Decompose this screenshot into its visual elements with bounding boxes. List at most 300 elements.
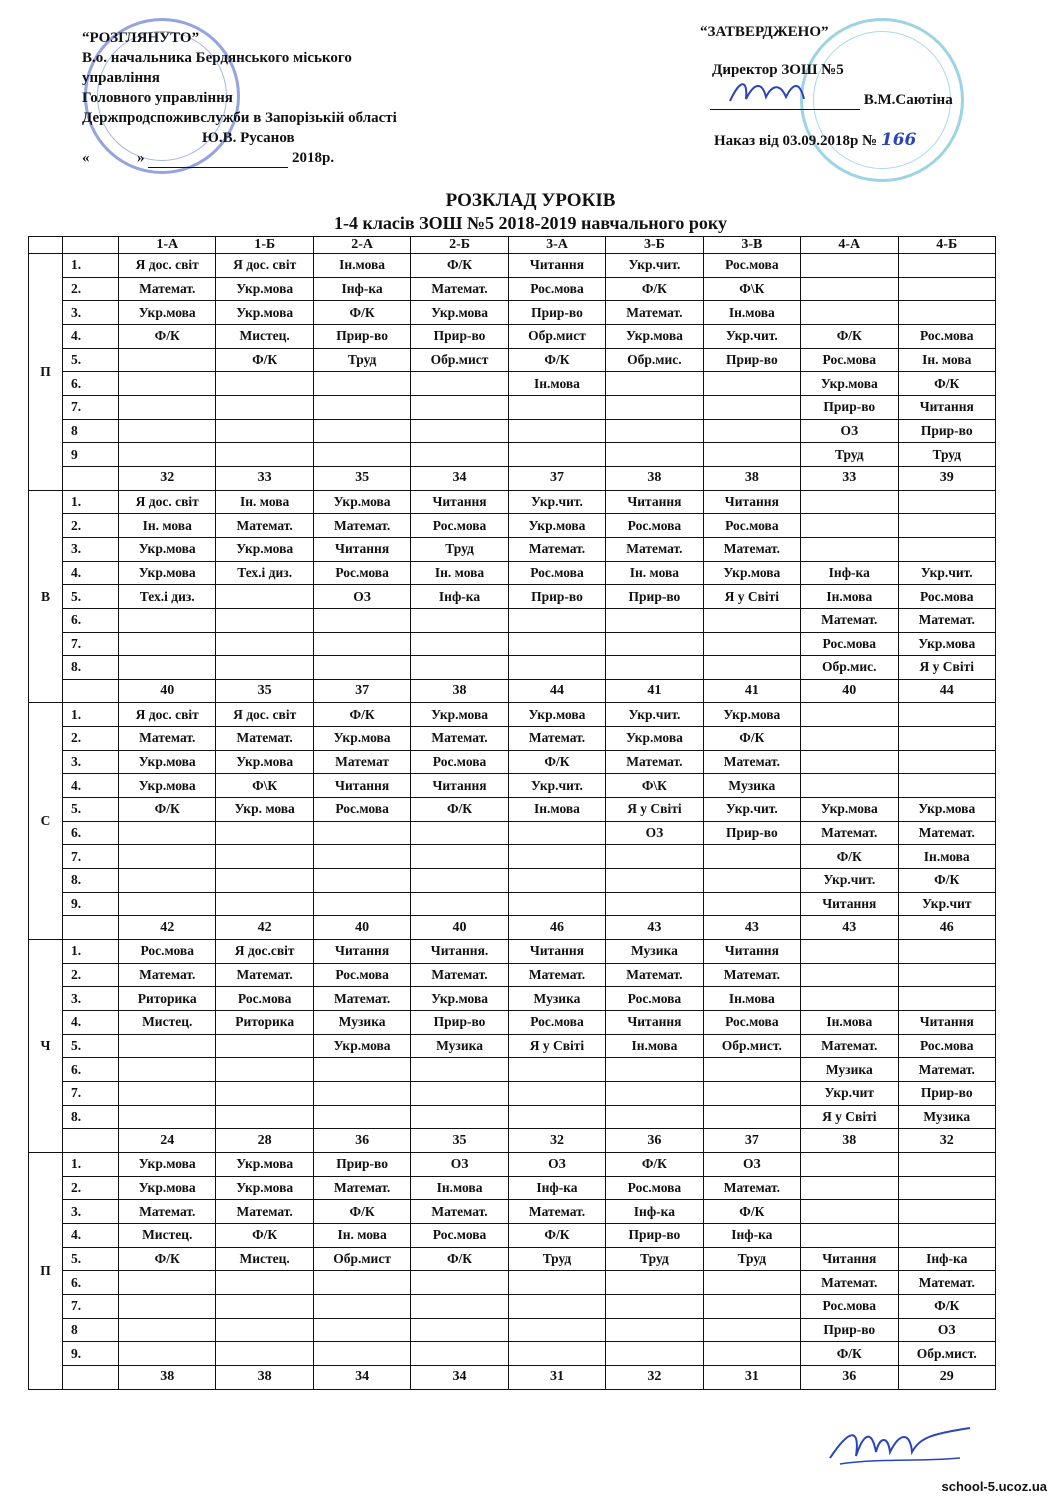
- class-header: 2-А: [313, 237, 410, 254]
- lesson-row: [29, 1318, 996, 1342]
- lesson-cell: [898, 514, 996, 538]
- lesson-cell: Обр.мист.: [898, 1342, 996, 1366]
- lesson-number: 2.: [63, 963, 119, 987]
- lesson-cell: Математ.: [313, 987, 410, 1011]
- lesson-cell: [703, 372, 800, 396]
- lesson-cell: Ф/К: [606, 1152, 703, 1176]
- lesson-cell: [508, 1081, 605, 1105]
- lesson-cell: [216, 1342, 313, 1366]
- lesson-cell: Труд: [313, 348, 410, 372]
- lesson-cell: Обр.мист.: [703, 1034, 800, 1058]
- totals-row: [29, 1129, 996, 1153]
- lesson-cell: Ф/К: [313, 301, 410, 325]
- lesson-cell: Я у Світі: [606, 798, 703, 822]
- lesson-cell: Рос.мова: [898, 324, 996, 348]
- lesson-cell: Ф/К: [411, 798, 508, 822]
- lesson-row: [29, 561, 996, 585]
- totals-row: [29, 1365, 996, 1389]
- lesson-number: 3.: [63, 1200, 119, 1224]
- totals-spacer: [63, 466, 119, 490]
- lesson-cell: Обр.мис.: [801, 656, 898, 680]
- lesson-cell: [216, 1294, 313, 1318]
- lesson-number: 5.: [63, 1034, 119, 1058]
- lesson-cell: Укр.мова: [216, 750, 313, 774]
- lesson-cell: Риторика: [119, 987, 216, 1011]
- lesson-number: 2.: [63, 727, 119, 751]
- lesson-row: [29, 798, 996, 822]
- lesson-cell: [119, 395, 216, 419]
- totals-row: [29, 466, 996, 490]
- lesson-cell: Математ.: [508, 963, 605, 987]
- lesson-cell: Обр.мист: [411, 348, 508, 372]
- lesson-cell: Прир-во: [313, 324, 410, 348]
- lesson-cell: Математ.: [119, 963, 216, 987]
- lesson-cell: Укр.мова: [119, 301, 216, 325]
- lesson-cell: [703, 419, 800, 443]
- lesson-cell: Укр.мова: [801, 798, 898, 822]
- totals-spacer: [63, 679, 119, 703]
- lesson-cell: Інф-ка: [898, 1247, 996, 1271]
- lesson-cell: [898, 963, 996, 987]
- lesson-cell: Укр.мова: [411, 987, 508, 1011]
- lesson-cell: Математ.: [801, 608, 898, 632]
- lesson-cell: Читання: [898, 1011, 996, 1035]
- total-hours: 37: [508, 466, 605, 490]
- lesson-cell: [703, 1342, 800, 1366]
- total-hours: 40: [313, 916, 410, 940]
- lesson-row: [29, 1247, 996, 1271]
- lesson-cell: Ін.мова: [411, 1176, 508, 1200]
- lesson-cell: Математ.: [606, 963, 703, 987]
- lesson-number: 1.: [63, 703, 119, 727]
- lesson-number: 6.: [63, 821, 119, 845]
- lesson-cell: Ін.мова: [801, 585, 898, 609]
- header-approved: [700, 22, 1030, 151]
- lesson-cell: [508, 869, 605, 893]
- lesson-cell: [508, 608, 605, 632]
- lesson-cell: [313, 1081, 410, 1105]
- lesson-cell: [411, 1058, 508, 1082]
- lesson-cell: [411, 608, 508, 632]
- lesson-number: 3.: [63, 750, 119, 774]
- totals-row: [29, 679, 996, 703]
- lesson-cell: Укр.мова: [119, 537, 216, 561]
- lesson-cell: Рос.мова: [313, 963, 410, 987]
- lesson-cell: Укр.чит.: [508, 490, 605, 514]
- lesson-cell: Ф/К: [801, 1342, 898, 1366]
- lesson-cell: Математ.: [119, 1200, 216, 1224]
- lesson-cell: Укр.чит.: [606, 254, 703, 278]
- lesson-cell: Музика: [508, 987, 605, 1011]
- lesson-cell: Математ.: [898, 1271, 996, 1295]
- lesson-cell: Тех.і диз.: [216, 561, 313, 585]
- lesson-cell: Рос.мова: [606, 514, 703, 538]
- reviewed-line-1: В.о. начальника Бердянського міського: [82, 50, 352, 66]
- total-hours: 46: [508, 916, 605, 940]
- lesson-cell: [703, 1294, 800, 1318]
- lesson-cell: Інф-ка: [411, 585, 508, 609]
- lesson-number: 8.: [63, 656, 119, 680]
- lesson-cell: [216, 372, 313, 396]
- lesson-row: [29, 301, 996, 325]
- lesson-cell: [411, 821, 508, 845]
- lesson-cell: [313, 632, 410, 656]
- lesson-cell: [898, 254, 996, 278]
- lesson-cell: [216, 443, 313, 467]
- lesson-cell: Музика: [801, 1058, 898, 1082]
- director-signature: [710, 95, 860, 110]
- lesson-cell: [411, 395, 508, 419]
- lesson-cell: Читання: [606, 1011, 703, 1035]
- lesson-cell: [119, 372, 216, 396]
- lesson-cell: [313, 395, 410, 419]
- lesson-cell: [119, 869, 216, 893]
- lesson-cell: [606, 443, 703, 467]
- lesson-cell: Математ.: [898, 821, 996, 845]
- lesson-cell: [703, 845, 800, 869]
- total-hours: 32: [898, 1129, 996, 1153]
- lesson-cell: Математ.: [411, 1200, 508, 1224]
- lesson-cell: [606, 1342, 703, 1366]
- lesson-cell: Я у Світі: [801, 1105, 898, 1129]
- lesson-cell: Рос.мова: [703, 1011, 800, 1035]
- lesson-cell: Ф/К: [411, 254, 508, 278]
- lesson-cell: [508, 656, 605, 680]
- lesson-cell: Математ.: [703, 963, 800, 987]
- lesson-cell: ОЗ: [801, 419, 898, 443]
- lesson-row: [29, 254, 996, 278]
- day-label: П: [29, 1152, 63, 1389]
- lesson-cell: Мистец.: [119, 1011, 216, 1035]
- lesson-cell: Інф-ка: [606, 1200, 703, 1224]
- lesson-cell: Прир-во: [508, 301, 605, 325]
- lesson-cell: [801, 277, 898, 301]
- total-hours: 46: [898, 916, 996, 940]
- lesson-cell: Читання: [703, 490, 800, 514]
- day-label: В: [29, 490, 63, 703]
- lesson-cell: Музика: [898, 1105, 996, 1129]
- lesson-cell: [508, 892, 605, 916]
- lesson-cell: Прир-во: [703, 348, 800, 372]
- total-hours: 35: [411, 1129, 508, 1153]
- lesson-number: 9.: [63, 1342, 119, 1366]
- lesson-cell: [606, 1294, 703, 1318]
- reviewed-signer: Ю.В. Русанов: [202, 130, 295, 146]
- lesson-cell: Укр.мова: [313, 490, 410, 514]
- lesson-row: [29, 987, 996, 1011]
- lesson-cell: Математ.: [703, 537, 800, 561]
- lesson-row: [29, 892, 996, 916]
- lesson-cell: [119, 443, 216, 467]
- lesson-row: [29, 963, 996, 987]
- lesson-cell: [801, 1223, 898, 1247]
- total-hours: 40: [119, 679, 216, 703]
- lesson-cell: Укр.мова: [313, 1034, 410, 1058]
- lesson-cell: [703, 632, 800, 656]
- lesson-cell: [898, 940, 996, 964]
- lesson-cell: [313, 608, 410, 632]
- total-hours: 33: [216, 466, 313, 490]
- lesson-cell: Ф/К: [898, 869, 996, 893]
- lesson-cell: [801, 254, 898, 278]
- lesson-cell: Тех.і диз.: [119, 585, 216, 609]
- lesson-cell: Рос.мова: [411, 750, 508, 774]
- totals-spacer: [63, 916, 119, 940]
- lesson-cell: [606, 1318, 703, 1342]
- lesson-cell: [898, 750, 996, 774]
- lesson-row: [29, 277, 996, 301]
- lesson-cell: [508, 1342, 605, 1366]
- lesson-cell: Ф/К: [703, 727, 800, 751]
- lesson-cell: [801, 703, 898, 727]
- total-hours: 37: [703, 1129, 800, 1153]
- lesson-cell: Читання.: [411, 940, 508, 964]
- lesson-cell: Математ.: [411, 963, 508, 987]
- lesson-cell: Укр.мова: [703, 703, 800, 727]
- lesson-cell: Обр.мист: [313, 1247, 410, 1271]
- lesson-row: [29, 395, 996, 419]
- lesson-cell: Ф/К: [801, 845, 898, 869]
- lesson-cell: Ін.мова: [508, 798, 605, 822]
- lesson-cell: [313, 869, 410, 893]
- lesson-cell: Рос.мова: [411, 1223, 508, 1247]
- lesson-cell: Читання: [313, 537, 410, 561]
- lesson-cell: Укр.чит.: [703, 798, 800, 822]
- lesson-cell: Читання: [508, 254, 605, 278]
- lesson-cell: [313, 372, 410, 396]
- total-hours: 36: [801, 1365, 898, 1389]
- lesson-cell: [119, 892, 216, 916]
- lesson-number: 1.: [63, 1152, 119, 1176]
- lesson-cell: [119, 348, 216, 372]
- lesson-cell: [216, 1058, 313, 1082]
- lesson-cell: Укр. мова: [216, 798, 313, 822]
- lesson-row: [29, 703, 996, 727]
- lesson-cell: [801, 1200, 898, 1224]
- lesson-row: [29, 821, 996, 845]
- lesson-cell: [119, 656, 216, 680]
- lesson-cell: Рос.мова: [313, 798, 410, 822]
- approved-signer: В.М.Саютіна: [863, 92, 953, 108]
- lesson-cell: [508, 1318, 605, 1342]
- lesson-cell: Укр.чит.: [703, 324, 800, 348]
- lesson-row: [29, 1200, 996, 1224]
- lesson-cell: Обр.мист: [508, 324, 605, 348]
- lesson-cell: [703, 1318, 800, 1342]
- lesson-cell: [411, 1318, 508, 1342]
- lesson-cell: Укр.мова: [411, 301, 508, 325]
- lesson-cell: [898, 727, 996, 751]
- class-header: 3-В: [703, 237, 800, 254]
- lesson-cell: Рос.мова: [801, 348, 898, 372]
- lesson-cell: [313, 1318, 410, 1342]
- day-label: П: [29, 254, 63, 491]
- lesson-cell: Ф/К: [119, 798, 216, 822]
- lesson-cell: [313, 1058, 410, 1082]
- lesson-cell: Рос.мова: [216, 987, 313, 1011]
- lesson-row: [29, 632, 996, 656]
- lesson-number: 7.: [63, 845, 119, 869]
- lesson-cell: Читання: [606, 490, 703, 514]
- lesson-cell: Ф\К: [606, 774, 703, 798]
- total-hours: 42: [216, 916, 313, 940]
- total-hours: 38: [606, 466, 703, 490]
- lesson-cell: [119, 1342, 216, 1366]
- lesson-number: 3.: [63, 301, 119, 325]
- lesson-cell: [119, 608, 216, 632]
- lesson-cell: Прир-во: [703, 821, 800, 845]
- lesson-cell: Інф-ка: [801, 561, 898, 585]
- lesson-cell: Укр.мова: [411, 703, 508, 727]
- lesson-cell: [606, 845, 703, 869]
- lesson-number: 4.: [63, 774, 119, 798]
- totals-spacer: [63, 1365, 119, 1389]
- lesson-cell: Ф/К: [898, 372, 996, 396]
- lesson-number: 4.: [63, 561, 119, 585]
- lesson-number: 5.: [63, 585, 119, 609]
- lesson-cell: Укр.мова: [508, 514, 605, 538]
- lesson-cell: [216, 869, 313, 893]
- lesson-cell: Укр.мова: [216, 537, 313, 561]
- lesson-cell: Я дос.світ: [216, 940, 313, 964]
- lesson-cell: Ін.мова: [313, 254, 410, 278]
- lesson-cell: Математ.: [119, 277, 216, 301]
- approved-position: Директор ЗОШ №5: [712, 62, 844, 78]
- lesson-cell: [119, 419, 216, 443]
- lesson-cell: Укр.чит.: [508, 774, 605, 798]
- lesson-cell: Ін.мова: [801, 1011, 898, 1035]
- lesson-cell: Мистец.: [119, 1223, 216, 1247]
- lesson-row: [29, 585, 996, 609]
- reviewed-line-3: Головного управління: [82, 90, 233, 106]
- lesson-cell: Укр.мова: [119, 750, 216, 774]
- order-number: 166: [880, 130, 917, 150]
- lesson-cell: Укр.мова: [508, 703, 605, 727]
- lesson-number: 8: [63, 419, 119, 443]
- approved-label: “ЗАТВЕРДЖЕНО”: [700, 24, 829, 40]
- lesson-number: 4.: [63, 324, 119, 348]
- class-header: 4-А: [801, 237, 898, 254]
- lesson-row: [29, 348, 996, 372]
- lesson-cell: Я дос. світ: [119, 703, 216, 727]
- lesson-cell: Рос.мова: [703, 254, 800, 278]
- lesson-cell: Я дос. світ: [216, 254, 313, 278]
- lesson-cell: [119, 1271, 216, 1295]
- lesson-cell: Музика: [606, 940, 703, 964]
- lesson-cell: Математ.: [216, 963, 313, 987]
- lesson-row: [29, 514, 996, 538]
- lesson-row: [29, 1176, 996, 1200]
- lesson-row: [29, 1011, 996, 1035]
- lesson-cell: Рос.мова: [119, 940, 216, 964]
- lesson-cell: [313, 443, 410, 467]
- lesson-number: 5.: [63, 1247, 119, 1271]
- lesson-cell: Укр.мова: [898, 798, 996, 822]
- lesson-cell: Рос.мова: [508, 561, 605, 585]
- lesson-cell: ОЗ: [313, 585, 410, 609]
- class-header: 1-А: [119, 237, 216, 254]
- lesson-cell: Ф/К: [801, 324, 898, 348]
- day-label: С: [29, 703, 63, 940]
- reviewed-line-2: управління: [82, 70, 160, 86]
- total-hours: 33: [801, 466, 898, 490]
- lesson-number: 6.: [63, 1058, 119, 1082]
- corner-cell: [63, 237, 119, 254]
- lesson-cell: Математ.: [216, 514, 313, 538]
- lesson-number: 4.: [63, 1223, 119, 1247]
- lesson-cell: [313, 1105, 410, 1129]
- lesson-cell: Укр.чит: [898, 892, 996, 916]
- lesson-cell: [216, 1034, 313, 1058]
- corner-cell: [29, 237, 63, 254]
- lesson-number: 1.: [63, 254, 119, 278]
- lesson-cell: [703, 443, 800, 467]
- lesson-cell: Прир-во: [801, 395, 898, 419]
- lesson-cell: Укр.мова: [119, 774, 216, 798]
- lesson-cell: [119, 845, 216, 869]
- lesson-cell: [606, 632, 703, 656]
- total-hours: 35: [216, 679, 313, 703]
- lesson-cell: [801, 774, 898, 798]
- lesson-number: 7.: [63, 1081, 119, 1105]
- lesson-cell: Математ.: [216, 727, 313, 751]
- lesson-cell: Укр.мова: [801, 372, 898, 396]
- lesson-cell: Математ.: [508, 727, 605, 751]
- lesson-cell: Рос.мова: [508, 1011, 605, 1035]
- total-hours: 43: [703, 916, 800, 940]
- lesson-cell: [703, 869, 800, 893]
- lesson-cell: [703, 656, 800, 680]
- lesson-cell: Математ.: [801, 821, 898, 845]
- lesson-cell: [606, 1058, 703, 1082]
- total-hours: 38: [216, 1365, 313, 1389]
- lesson-cell: [313, 1294, 410, 1318]
- lesson-cell: Труд: [606, 1247, 703, 1271]
- class-header: 1-Б: [216, 237, 313, 254]
- lesson-cell: [898, 490, 996, 514]
- lesson-row: [29, 490, 996, 514]
- total-hours: 40: [411, 916, 508, 940]
- lesson-cell: [411, 869, 508, 893]
- lesson-row: [29, 727, 996, 751]
- lesson-cell: [313, 892, 410, 916]
- lesson-cell: [508, 1105, 605, 1129]
- lesson-cell: Прир-во: [508, 585, 605, 609]
- site-url: school-5.ucoz.ua: [941, 1479, 1047, 1494]
- lesson-cell: [703, 1058, 800, 1082]
- lesson-row: [29, 324, 996, 348]
- lesson-cell: Прир-во: [898, 419, 996, 443]
- lesson-cell: Ф/К: [119, 1247, 216, 1271]
- lesson-cell: Укр.мова: [606, 324, 703, 348]
- lesson-cell: Мистец.: [216, 324, 313, 348]
- lesson-cell: [216, 821, 313, 845]
- lesson-cell: Рос.мова: [313, 561, 410, 585]
- lesson-cell: ОЗ: [898, 1318, 996, 1342]
- lesson-cell: Обр.мис.: [606, 348, 703, 372]
- lesson-cell: [216, 656, 313, 680]
- lesson-cell: Читання: [898, 395, 996, 419]
- lesson-row: [29, 656, 996, 680]
- lesson-cell: [898, 301, 996, 325]
- lesson-cell: [801, 1176, 898, 1200]
- lesson-cell: Ф/К: [898, 1294, 996, 1318]
- lesson-cell: [216, 892, 313, 916]
- lesson-row: [29, 1342, 996, 1366]
- lesson-cell: [119, 1318, 216, 1342]
- lesson-cell: Укр.мова: [606, 727, 703, 751]
- lesson-cell: [216, 845, 313, 869]
